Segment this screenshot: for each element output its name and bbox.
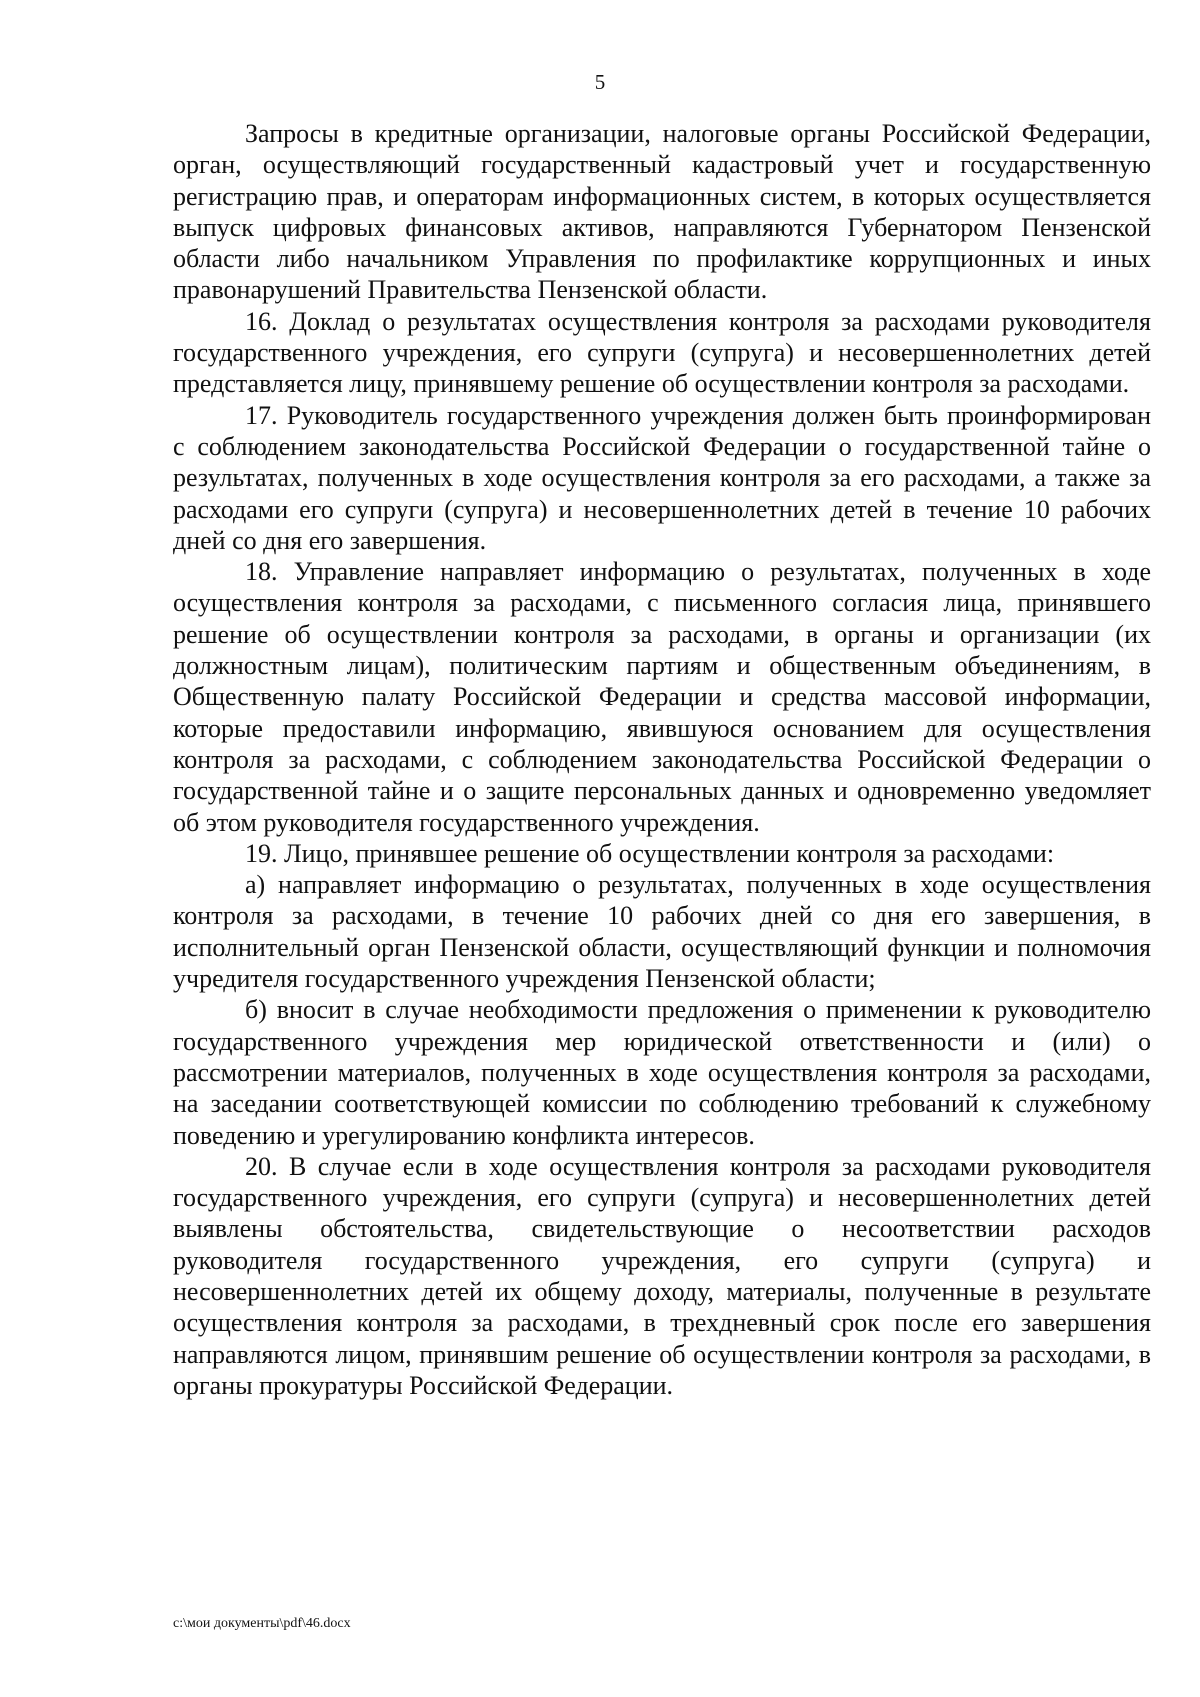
paragraph-18: 18. Управление направляет информацию о результатах, полученных в ходе осуществления контроля за расходами, с письменного согласия лица, принявшего решение об осуществлении контроля за расходами, в органы и организации (их должностным лицам), политическим партиям и общественным объединениям, в Общественную палату Российской Федерации и средства массовой информации, которые предоставили информацию, явившуюся основанием для осуществления контроля за расходами, с соблюдением законодательства Российской Федерации о государственной тайне и о защите персональных данных и одновременно уведомляет об этом руководителя государственного учреждения.	[173, 557, 1151, 837]
paragraph-17: 17. Руководитель государственного учреждения должен быть проинформирован с соблюдением законодательства Российской Федерации о государственной тайне о результатах, полученных в ходе осуществления контроля за его расходами, а также за расходами его супруги (супруга) и несовершеннолетних детей в течение 10 рабочих дней со дня его завершения.	[173, 400, 1151, 555]
paragraph-requests: Запросы в кредитные организации, налоговые органы Российской Федерации, орган, осуществляющий государственный кадастровый учет и государственную регистрацию прав, и операторам информационных систем, в которых осуществляется выпуск цифровых финансовых активов, направляются Губернатором Пензенской области либо начальником Управления по профилактике коррупционных и иных правонарушений Правительства Пензенской области.	[173, 119, 1151, 305]
paragraph-20: 20. В случае если в ходе осуществления контроля за расходами руководителя государственного учреждения, его супруги (супруга) и несовершеннолетних детей выявлены обстоятельства, свидетельствующие о несоответствии расходов руководителя государственного учреждения, его супруги (супруга) и несовершеннолетних детей их общему доходу, материалы, полученные в результате осуществления контроля за расходами, в трехдневный срок после его завершения направляются лицом, принявшим решение об осуществлении контроля за расходами, в органы прокуратуры Российской Федерации.	[173, 1151, 1151, 1400]
paragraph-19: 19. Лицо, принявшее решение об осуществлении контроля за расходами:	[245, 838, 1055, 868]
paragraph-19a: а) направляет информацию о результатах, полученных в ходе осуществления контроля за расходами, в течение 10 рабочих дней со дня его завершения, в исполнительный орган Пензенской области, осуществляющий функции и полномочия учредителя государственного учреждения Пензенской области;	[173, 870, 1151, 994]
paragraph-16: 16. Доклад о результатах осуществления контроля за расходами руководителя государственного учреждения, его супруги (супруга) и несовершеннолетних детей представляется лицу, принявшему решение об осуществлении контроля за расходами.	[173, 306, 1151, 399]
paragraph-19b: б) вносит в случае необходимости предложения о применении к руководителю государственного учреждения мер юридической ответственности и (или) о рассмотрении материалов, полученных в ходе осуществления контроля за расходами, на заседании соответствующей комиссии по соблюдению требований к служебному поведению и урегулированию конфликта интересов.	[173, 995, 1151, 1150]
page-number: 5	[594, 70, 606, 94]
document-body	[173, 118, 1151, 1401]
footer-file-path: c:\мои документы\pdf\46.docx	[173, 1616, 351, 1631]
